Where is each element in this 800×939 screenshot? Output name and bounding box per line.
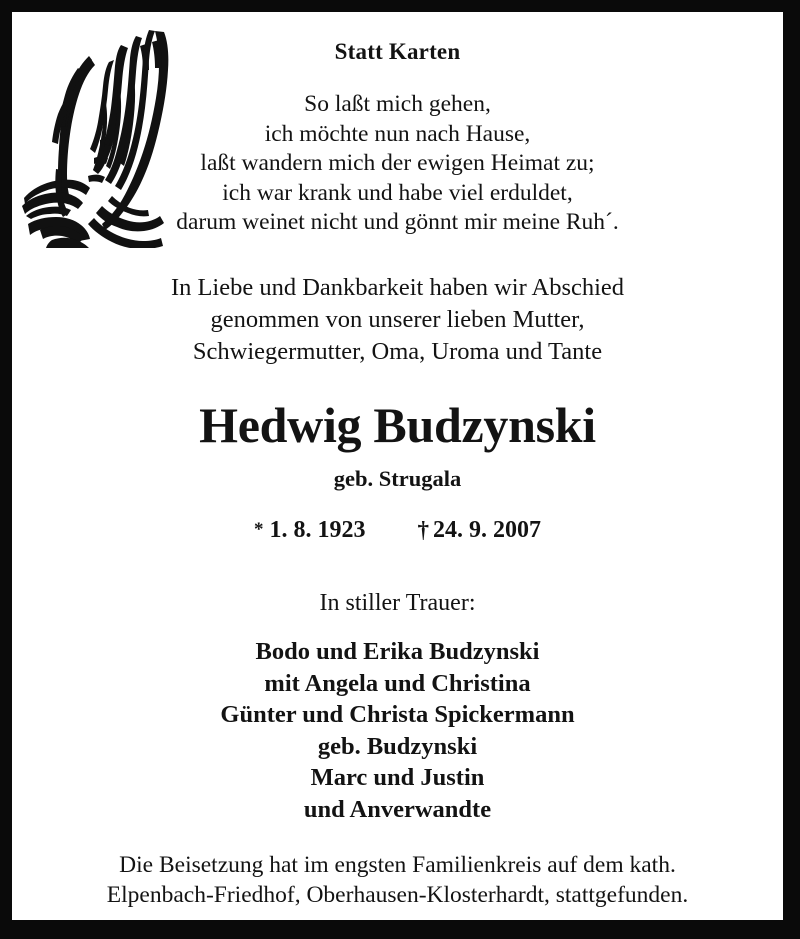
tribute-line: Schwiegermutter, Oma, Uroma und Tante — [192, 338, 603, 365]
tribute-block — [12, 272, 783, 368]
mourner-line: mit Angela und Christina — [264, 669, 531, 697]
poem-line: laßt wandern mich der ewigen Heimat zu; — [200, 150, 595, 176]
life-dates — [12, 517, 783, 544]
death-cross-icon: † — [417, 517, 429, 542]
poem-line: ich war krank und habe viel erduldet, — [222, 179, 573, 206]
deceased-maiden-name: geb. Strugala — [333, 466, 462, 491]
statt-karten-heading: Statt Karten — [334, 39, 461, 64]
birth-star-icon: * — [254, 519, 264, 540]
mourner-line: Bodo und Erika Budzynski — [255, 638, 540, 665]
closing-block — [12, 850, 783, 910]
deceased-name: Hedwig Budzynski — [199, 397, 596, 453]
poem-line: So laßt mich gehen, — [304, 91, 491, 117]
poem-block — [12, 90, 783, 238]
tribute-line: In Liebe und Dankbarkeit haben wir Abschied — [170, 274, 625, 301]
death-date: 24. 9. 2007 — [433, 517, 541, 543]
poem-line: darum weinet nicht und gönnt mir meine Ruh´. — [176, 209, 619, 235]
mourner-line: und Anverwandte — [303, 795, 492, 823]
mourner-line: Günter und Christa Spickermann — [220, 701, 575, 728]
birth-date: 1. 8. 1923 — [269, 517, 366, 543]
notice-paper — [12, 12, 783, 920]
tribute-line: genommen von unserer lieben Mutter, — [210, 306, 585, 333]
closing-line: Die Beisetzung hat im engsten Familienkreis auf dem kath. — [119, 852, 676, 878]
mourners-block — [12, 636, 783, 825]
mourning-label: In stiller Trauer: — [319, 590, 476, 616]
mourner-line: geb. Budzynski — [317, 732, 478, 760]
mourner-line: Marc und Justin — [310, 764, 485, 791]
poem-line: ich möchte nun nach Hause, — [264, 120, 531, 147]
closing-line: Elpenbach-Friedhof, Oberhausen-Klosterhardt, stattgefunden. — [106, 882, 689, 908]
